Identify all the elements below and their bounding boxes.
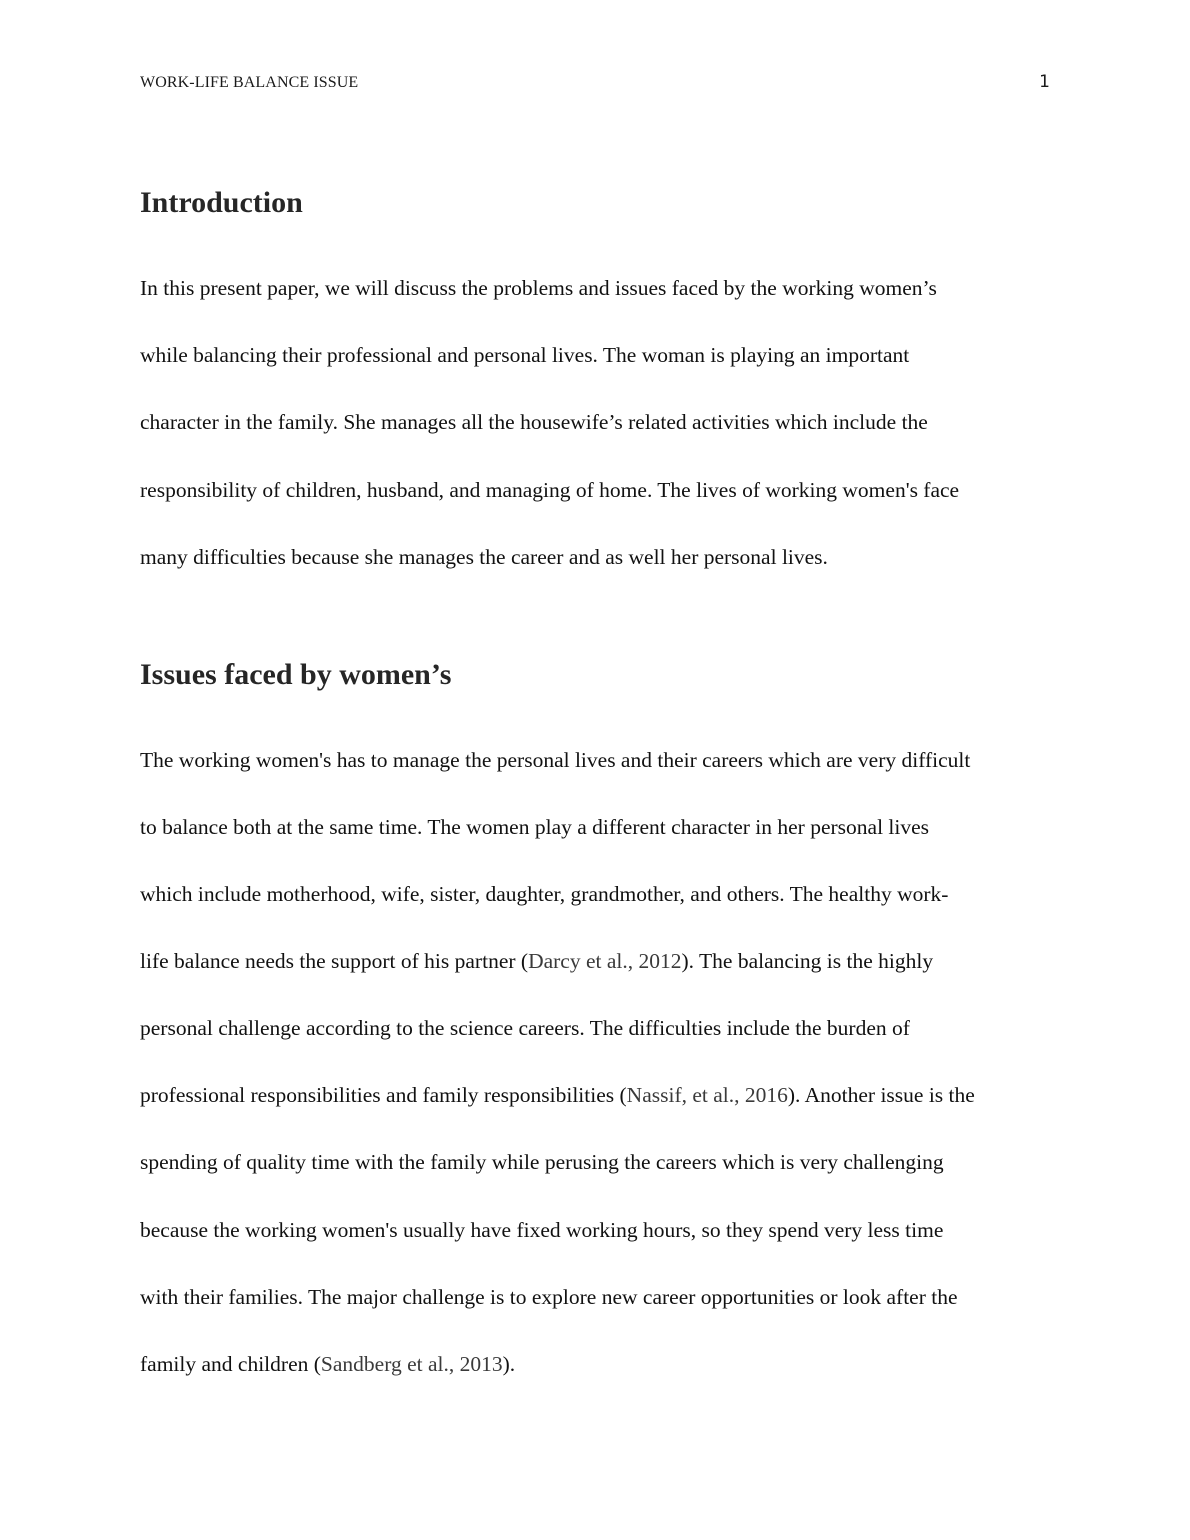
issues-line: because the working women's usually have fixed working hours, so they spend very less time — [140, 1218, 944, 1242]
line-text: life balance needs the support of his partner ( — [140, 949, 529, 973]
issues-line — [140, 1352, 515, 1378]
line-text: family and children ( — [140, 1352, 321, 1376]
issues-line — [140, 949, 933, 975]
introduction-line: many difficulties because she manages the career and as well her personal lives. — [140, 545, 828, 569]
issues-line: with their families. The major challenge is to explore new career opportunities or look after the — [140, 1285, 958, 1309]
issues-line: which include motherhood, wife, sister, daughter, grandmother, and others. The healthy work- — [140, 882, 949, 906]
line-text: ). The balancing is the highly — [681, 949, 934, 973]
introduction-line: responsibility of children, husband, and managing of home. The lives of working women's face — [140, 478, 960, 502]
citation: Nassif, et al., 2016 — [626, 1083, 788, 1107]
issues-line: spending of quality time with the family while perusing the careers which is very challenging — [140, 1150, 944, 1174]
line-text: professional responsibilities and family responsibilities ( — [140, 1083, 627, 1107]
introduction-line: In this present paper, we will discuss the problems and issues faced by the working women’s — [140, 276, 937, 300]
issues-line: The working women's has to manage the personal lives and their careers which are very difficult — [140, 748, 971, 772]
citation: Sandberg et al., 2013 — [320, 1352, 503, 1376]
issues-line: to balance both at the same time. The women play a different character in her personal lives — [140, 815, 930, 839]
issues-line: personal challenge according to the science careers. The difficulties include the burden of — [140, 1016, 910, 1040]
citation: Darcy et al., 2012 — [528, 949, 682, 973]
issues-heading: Issues faced by women’s — [140, 658, 452, 691]
introduction-line: character in the family. She manages all the housewife’s related activities which include the — [140, 410, 928, 434]
introduction-line: while balancing their professional and personal lives. The woman is playing an important — [140, 343, 910, 367]
line-text: ). — [502, 1352, 516, 1376]
issues-line — [140, 1083, 975, 1109]
page-number: 1 — [1039, 72, 1050, 92]
line-text: ). Another issue is the — [787, 1083, 975, 1107]
introduction-heading: Introduction — [140, 186, 303, 219]
running-head: WORK-LIFE BALANCE ISSUE — [140, 74, 359, 91]
